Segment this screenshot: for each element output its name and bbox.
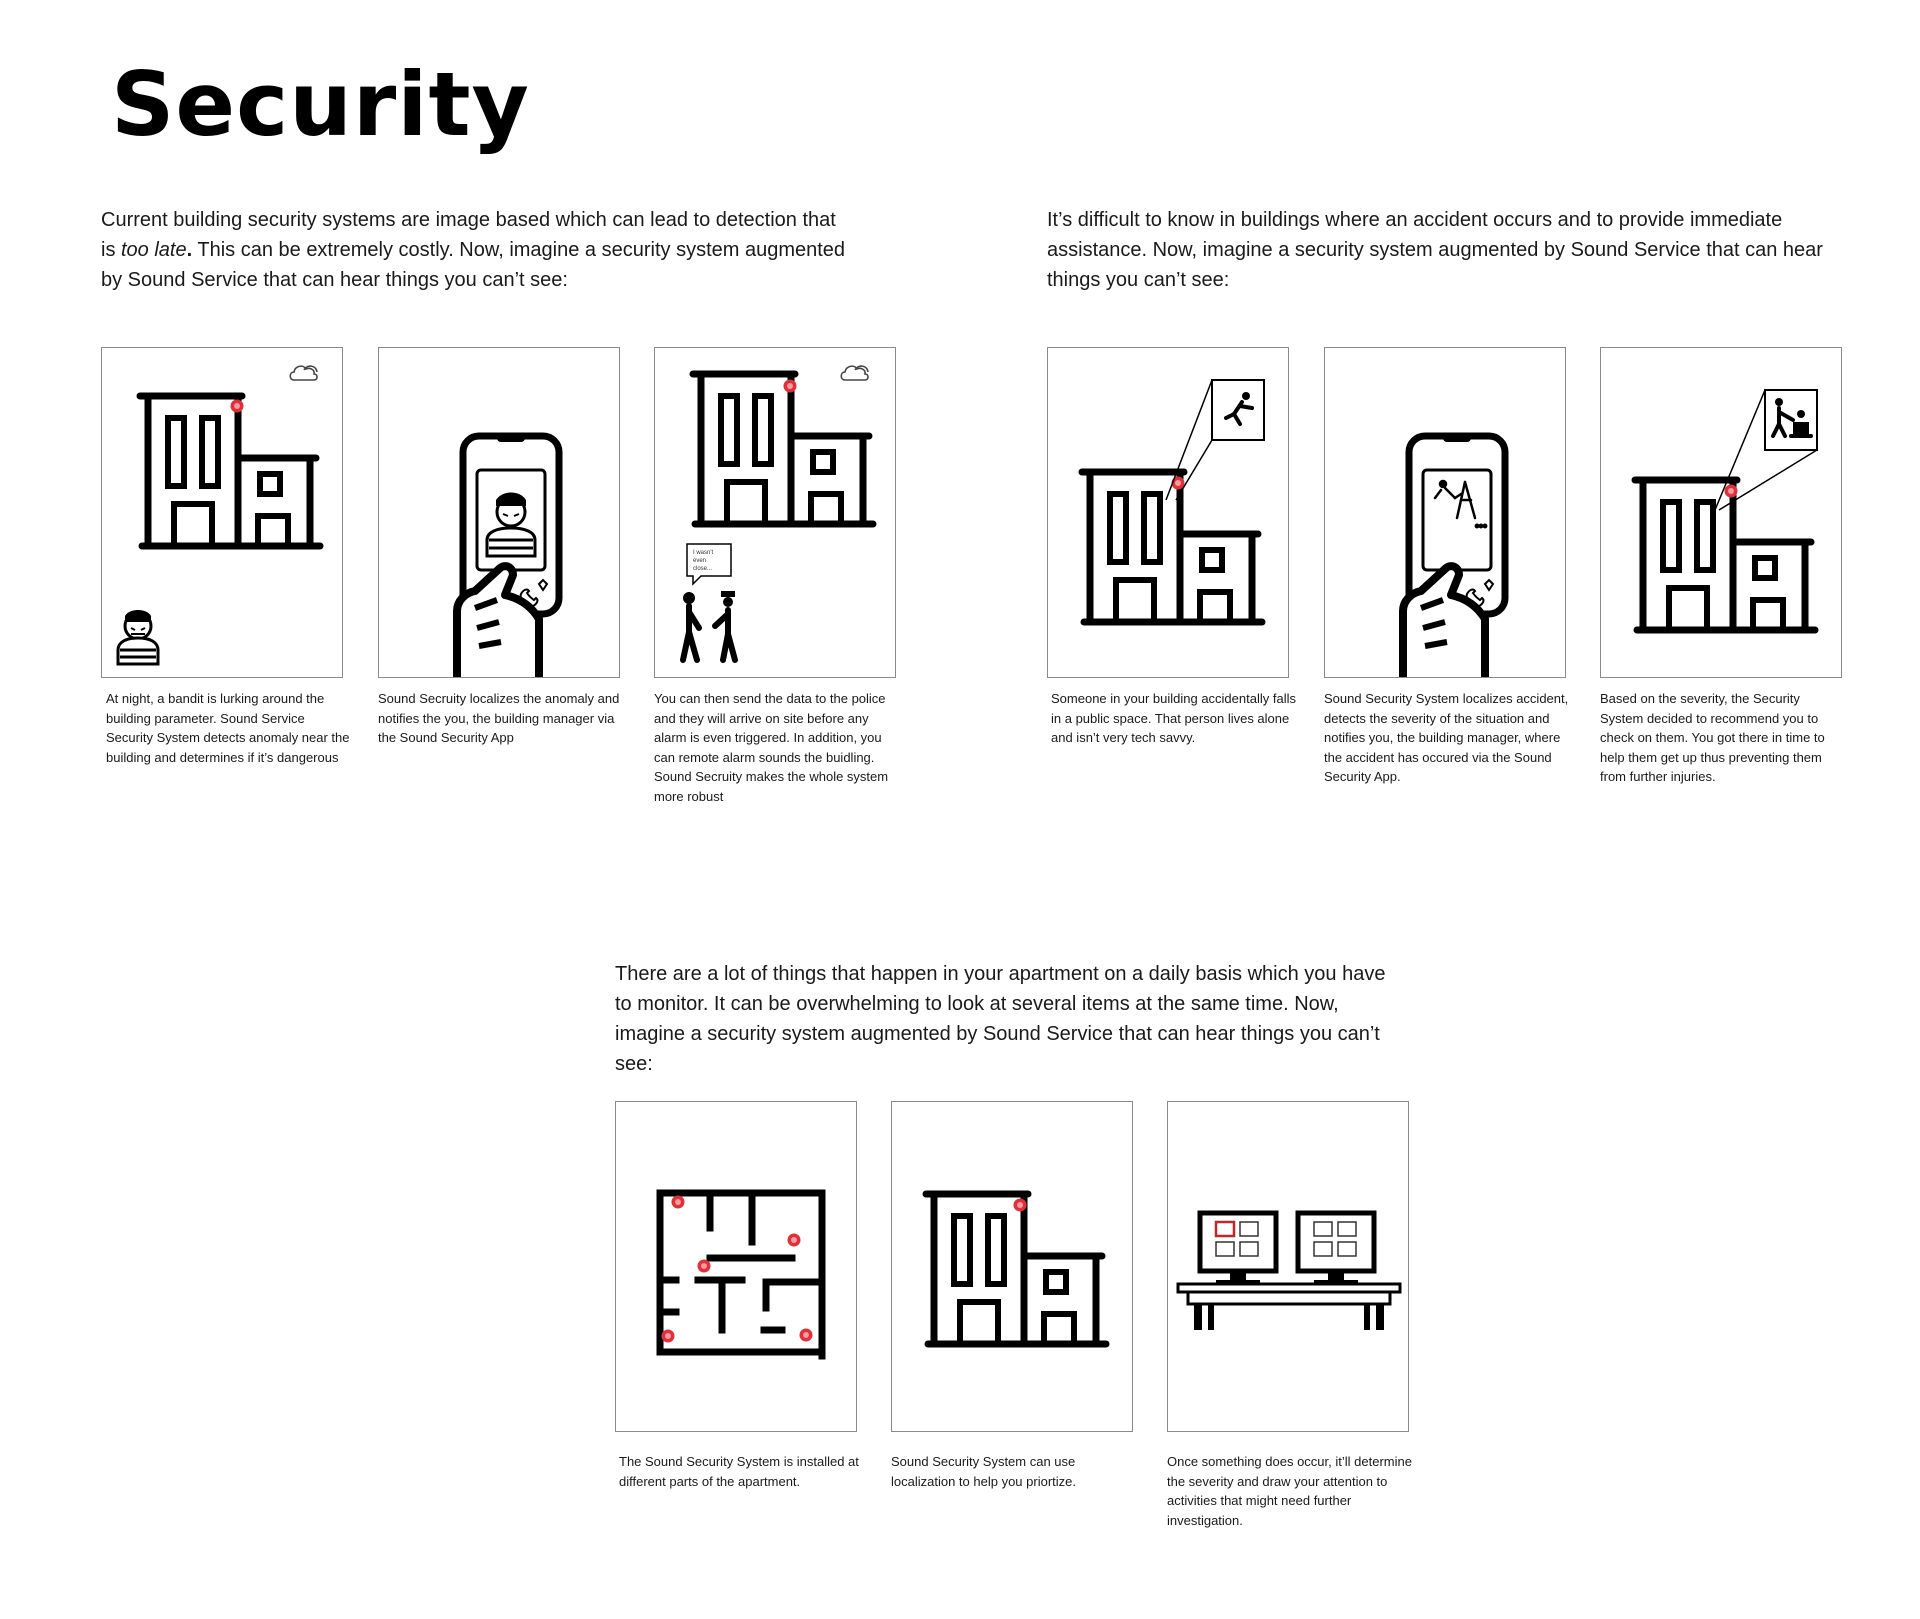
monitor-right-icon — [1298, 1213, 1374, 1282]
svg-text:I wasn't: I wasn't — [693, 550, 714, 556]
svg-text:even: even — [693, 558, 707, 564]
bandit-walking-icon — [683, 592, 699, 660]
sound-alert-icon — [672, 1196, 685, 1209]
callout-lines — [1166, 380, 1212, 500]
caption-prioritize: Sound Security System can use localization to help you priortize. — [891, 1454, 1076, 1489]
storyboard-panel-police — [654, 347, 896, 678]
building-icon — [926, 1194, 1106, 1344]
sound-alert-icon — [662, 1330, 675, 1343]
sound-alert-icon — [1014, 1199, 1027, 1212]
caption-monitors: Once something does occur, it’ll determine the severity and draw your attention to activities that might need further investigation. — [1167, 1454, 1412, 1528]
section-3-intro: There are a lot of things that happen in your apartment on a daily basis which you have to monitor. It can be overwhelming to look at several items at the same time. Now, imagine a security system augmented by Sound Service that can hear things you can’t see: — [615, 963, 1386, 1075]
police-officer-icon — [715, 591, 735, 660]
sound-alert-icon — [1172, 477, 1185, 490]
caption-bandit-night: At night, a bandit is lurking around the building parameter. Sound Service Security System detects anomaly near the building and determines if it’s dangerous — [106, 691, 350, 765]
caption-help: Based on the severity, the Security System decided to recommend you to check on them. You got there in time to help them get up thus preventing them from further injuries. — [1600, 691, 1825, 784]
section-2-intro: It’s difficult to know in buildings where an accident occurs and to provide immediate assistance. Now, imagine a security system augmented by Sound Service that can hear things you can’t see: — [1047, 209, 1823, 291]
section-1-intro: Current building security systems are image based which can lead to detection that is too late. This can be extremely costly. Now, imagine a security system augmented by Sound Service that can hear things you can’t see: — [101, 209, 846, 291]
bandit-icon — [118, 610, 158, 664]
building-icon — [1635, 480, 1815, 630]
monitor-left-icon — [1200, 1213, 1276, 1282]
phone-in-hand-icon — [1403, 434, 1505, 678]
building-icon — [1082, 472, 1262, 622]
svg-text:close...: close... — [693, 566, 713, 572]
speech-bubble — [687, 544, 731, 584]
sound-alert-icon — [698, 1260, 711, 1273]
storyboard-panel-floorplan — [615, 1101, 857, 1432]
storyboard-panel-accident-app — [1324, 347, 1566, 678]
caption-floorplan: The Sound Security System is installed at different parts of the apartment. — [619, 1454, 859, 1489]
sound-alert-icon — [784, 380, 797, 393]
sound-alert-icon — [800, 1329, 813, 1342]
building-icon — [693, 374, 873, 524]
storyboard-panel-prioritize — [891, 1101, 1133, 1432]
caption-app-notify: Sound Secruity localizes the anomaly and notifies the you, the building manager via the Sound Security App — [378, 691, 620, 745]
cloud-icon — [841, 366, 868, 380]
storyboard-panel-bandit-night — [101, 347, 343, 678]
building-icon — [140, 396, 320, 546]
desk-icon — [1178, 1284, 1400, 1330]
sound-alert-icon — [231, 400, 244, 413]
caption-fall: Someone in your building accidentally falls in a public space. That person lives alone and isn’t very tech savvy. — [1051, 691, 1296, 745]
caption-police: You can then send the data to the police and they will arrive on site before any alarm is even triggered. In addition, you can remote alarm sounds the buidling. Sound Secruity makes the whole system more robust — [654, 691, 889, 804]
storyboard-panel-help — [1600, 347, 1842, 678]
storyboard-panel-fall — [1047, 347, 1289, 678]
sound-alert-icon — [788, 1234, 801, 1247]
sound-alert-icon — [1725, 485, 1738, 498]
floorplan-icon — [660, 1193, 822, 1356]
page-title: Security — [111, 53, 530, 156]
caption-accident-app: Sound Security System localizes accident, detects the severity of the situation and notifies you, the building manager, where the accident has occured via the Sound Security App. — [1324, 691, 1569, 784]
storyboard-panel-monitors — [1167, 1101, 1409, 1432]
storyboard-panel-app-notify — [378, 347, 620, 678]
cloud-icon — [290, 366, 317, 380]
